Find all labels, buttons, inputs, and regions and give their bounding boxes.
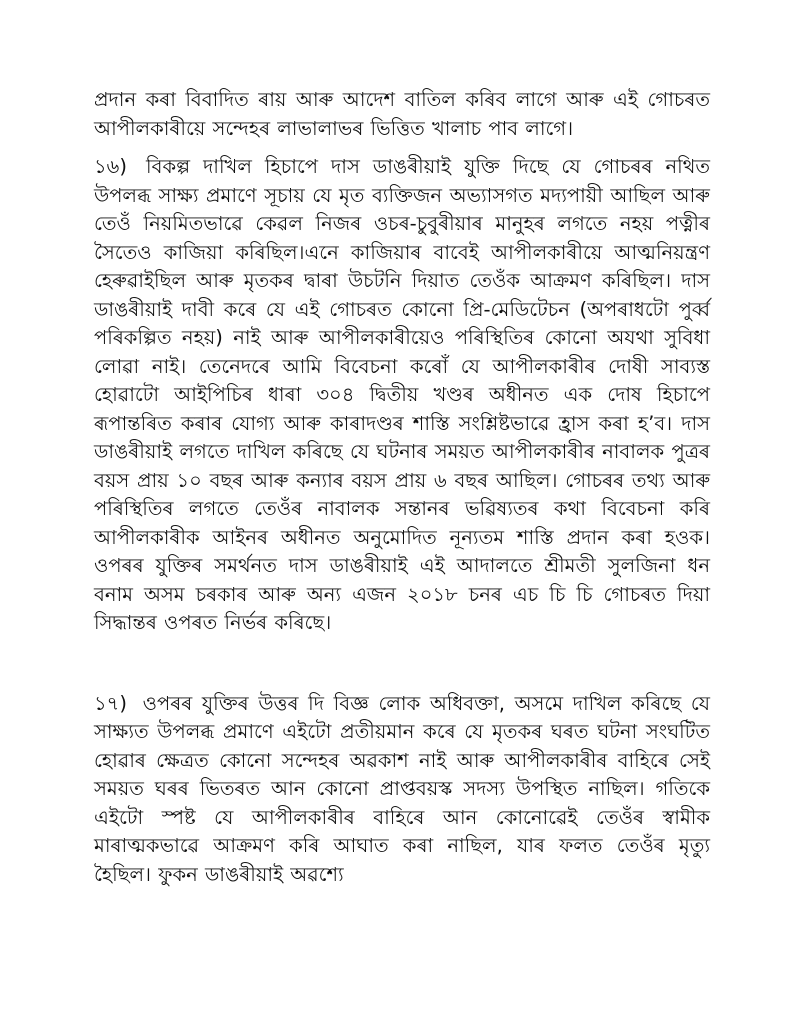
paragraph-continuation <box>94 86 710 143</box>
paragraph-number: ১৬) <box>94 155 127 178</box>
paragraph-text: প্ৰদান কৰা বিবাদিত ৰায় আৰু আদেশ বাতিল কৰিব লাগে আৰু এই গোচৰত আপীলকাৰীয়ে সন্দেহৰ লাভালাভৰ ভিত্তিত খালাচ পাব লাগে। <box>94 88 710 140</box>
paragraph-text: বিকল্প দাখিল হিচাপে দাস ডাঙৰীয়াই যুক্তি দিছে যে গোচৰৰ নথিত উপলব্ধ সাক্ষ্য প্ৰমাণে সূচায় যে মৃত ব্যক্তিজন অভ্যাসগত মদ্যপায়ী আছিল আৰু তেওঁ নিয়মিতভাৱে কেৱল নিজৰ ওচৰ-চুবুৰীয়াৰ মানুহৰ লগতে নহয় পত্নীৰ সৈতেও কাজিয়া কৰিছিল।এনে কাজিয়াৰ বাবেই আপীলকাৰীয়ে আত্মনিয়ন্ত্ৰণ হেৰুৱাইছিল আৰু মৃতকৰ দ্বাৰা উচটনি দিয়াত তেওঁক আক্ৰমণ কৰিছিল। দাস ডাঙৰীয়াই দাবী কৰে যে এই গোচৰত কোনো প্ৰি-মেডিটেচন (অপৰাধটো পুৰ্ব্ব পৰিকল্পিত নহয়) নাই আৰু আপীলকাৰীয়েও পৰিস্থিতিৰ কোনো অযথা সুবিধা লোৱা নাই। তেনেদৰে আমি বিবেচনা কৰোঁ যে আপীলকাৰীৰ দোষী সাব্যস্ত হোৱাটো আইপিচিৰ ধাৰা ৩০৪ দ্বিতীয় খণ্ডৰ অধীনত এক দোষ হিচাপে ৰূপান্তৰিত কৰাৰ যোগ্য আৰু কাৰাদণ্ডৰ শাস্তি সংশ্লিষ্টভাৱে হ্ৰাস কৰা হ’ব। দাস ডাঙৰীয়াই লগতে দাখিল কৰিছে যে ঘটনাৰ সময়ত আপীলকাৰীৰ নাবালক পুত্ৰৰ বয়স প্ৰায় ১০ বছৰ আৰু কন্যাৰ বয়স প্ৰায় ৬ বছৰ আছিল। গোচৰৰ তথ্য আৰু পৰিস্থিতিৰ লগতে তেওঁৰ নাবালক সন্তানৰ ভৱিষ্যতৰ কথা বিবেচনা কৰি আপীলকাৰীক আইনৰ অধীনত অনুমোদিত নূন্যতম শাস্তি প্ৰদান কৰা হওক। ওপৰৰ যুক্তিৰ সমৰ্থনত দাস ডাঙৰীয়াই এই আদালতে শ্ৰীমতী সুলজিনা ধন বনাম অসম চৰকাৰ আৰু অন্য এজন ২০১৮ চনৰ এচ চি চি গোচৰত দিয়া সিদ্ধান্তৰ ওপৰত নিৰ্ভৰ কৰিছে। <box>94 155 710 634</box>
paragraph-text: ওপৰৰ যুক্তিৰ উত্তৰ দি বিজ্ঞ লোক অধিবক্তা, অসমে দাখিল কৰিছে যে সাক্ষ্যত উপলব্ধ প্ৰমাণে এইটো প্ৰতীয়মান কৰে যে মৃতকৰ ঘৰত ঘটনা সংঘটিত হোৱাৰ ক্ষেত্ৰত কোনো সন্দেহৰ অৱকাশ নাই আৰু আপীলকাৰীৰ বাহিৰে সেই সময়ত ঘৰৰ ভিতৰত আন কোনো প্ৰাপ্তবয়স্ক সদস্য উপস্থিত নাছিল। গতিকে এইটো স্পষ্ট যে আপীলকাৰীৰ বাহিৰে আন কোনোৱেই তেওঁৰ স্বামীক মাৰাত্মকভাৱে আক্ৰমণ কৰি আঘাত কৰা নাছিল, যাৰ ফলত তেওঁৰ মৃত্যু হৈছিল। ফুকন ডাঙৰীয়াই অৱশ্যে <box>94 691 710 886</box>
document-page <box>94 86 710 889</box>
paragraph-number: ১৭) <box>94 691 127 715</box>
paragraph-16 <box>94 153 710 638</box>
paragraph-17 <box>94 690 710 890</box>
